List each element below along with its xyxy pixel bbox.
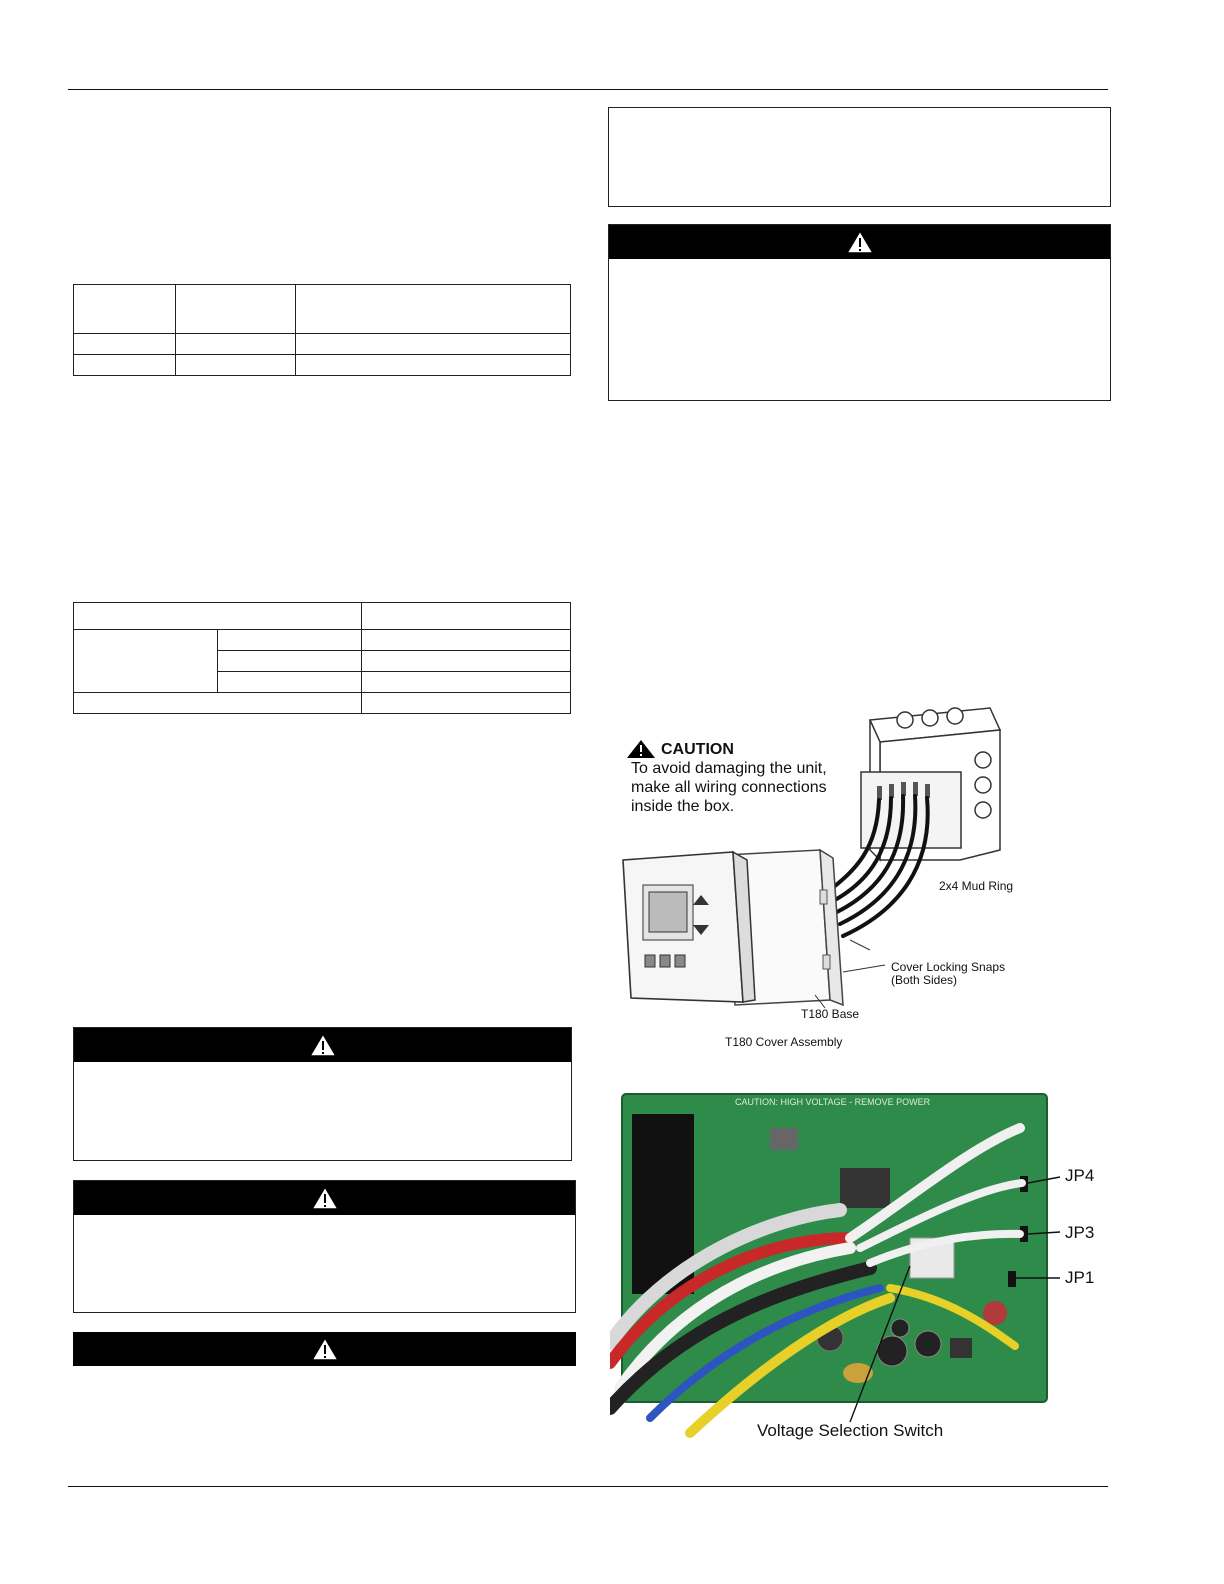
caution-line-2: make all wiring connections: [631, 779, 827, 796]
label-voltage-selection-switch: Voltage Selection Switch: [757, 1421, 944, 1440]
table-row: [74, 285, 571, 334]
figure-pcb-jumpers: [610, 1088, 1110, 1443]
table-2: [73, 602, 571, 714]
caution-line-1: To avoid damaging the unit,: [631, 760, 827, 777]
label-mud-ring: 2x4 Mud Ring: [939, 879, 1014, 893]
label-jp3: JP3: [1065, 1223, 1095, 1242]
warning-bar: [74, 1181, 575, 1215]
label-jp4: JP4: [1065, 1166, 1095, 1185]
warning-box-4: [608, 224, 1111, 401]
warning-box-1: [73, 1027, 572, 1161]
header-rule: [68, 89, 1108, 90]
pcb-photo: [610, 1088, 1110, 1443]
label-cover-snaps-1: Cover Locking Snaps: [891, 960, 1006, 974]
pcb-silkscreen-text: CAUTION: HIGH VOLTAGE - REMOVE POWER: [735, 1097, 931, 1107]
table-1: [73, 284, 571, 376]
table-row: [74, 334, 571, 355]
warning-box-2: [73, 1180, 576, 1313]
warning-bar: [74, 1028, 571, 1062]
note-box: [608, 107, 1111, 207]
warning-bar: [609, 225, 1110, 259]
warning-triangle-icon: [308, 1032, 338, 1058]
warning-triangle-icon: [310, 1336, 340, 1362]
label-jp1: JP1: [1065, 1268, 1095, 1287]
caution-triangle-icon: [627, 740, 655, 758]
warning-bar: [73, 1332, 576, 1366]
warning-box-3: [73, 1332, 576, 1366]
label-cover-snaps-2: (Both Sides): [891, 973, 958, 987]
footer-rule: [68, 1486, 1108, 1487]
table-row: [74, 630, 571, 651]
warning-triangle-icon: [845, 229, 875, 255]
label-t180-base: T180 Base: [801, 1007, 860, 1021]
figure-t180-wiring: [615, 700, 1035, 1060]
warning-triangle-icon: [310, 1185, 340, 1211]
label-t180-cover: T180 Cover Assembly: [725, 1035, 843, 1049]
table-row: [74, 603, 571, 630]
table-row: [74, 693, 571, 714]
caution-line-3: inside the box.: [631, 798, 735, 815]
caution-title: CAUTION: [661, 741, 734, 758]
table-row: [74, 355, 571, 376]
